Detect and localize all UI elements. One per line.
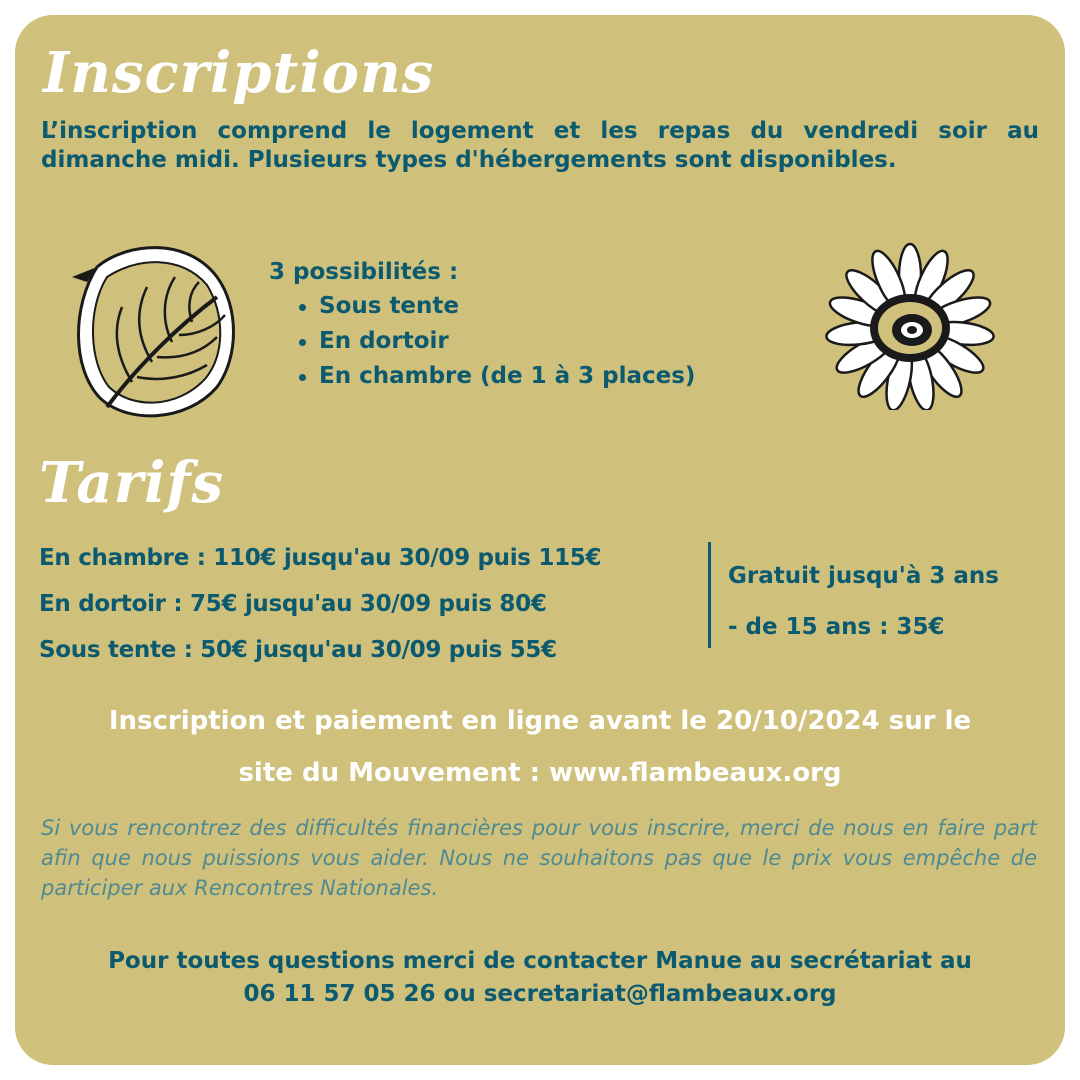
inscriptions-intro: L’inscription comprend le logement et les repas du vendredi soir au dimanche midi. Plusieurs types d'hébergements sont disponibles. <box>41 118 1039 173</box>
info-card <box>15 15 1065 1065</box>
inscriptions-heading: Inscriptions <box>43 40 435 106</box>
online-line-2: site du Mouvement : www.flambeaux.org <box>238 758 842 788</box>
possibilities-block <box>269 255 695 394</box>
sunflower-illustration-icon <box>820 240 1000 410</box>
price-row-dortoir: En dortoir : 75€ jusqu'au 30/09 puis 80€ <box>39 591 547 617</box>
contact-line-2: 06 11 57 05 26 ou secretariat@flambeaux.org <box>243 981 837 1007</box>
list-item: En dortoir <box>319 324 695 359</box>
possibilities-title: 3 possibilités : <box>269 259 459 285</box>
online-registration <box>55 695 1025 799</box>
online-line-1: Inscription et paiement en ligne avant le 20/10/2024 sur le <box>108 706 972 736</box>
price-row-tente: Sous tente : 50€ jusqu'au 30/09 puis 55€ <box>39 637 557 663</box>
leaf-illustration-icon <box>67 237 247 427</box>
contact-info <box>45 945 1035 1011</box>
price-row-chambre: En chambre : 110€ jusqu'au 30/09 puis 115€ <box>39 545 602 571</box>
divider <box>708 542 711 648</box>
list-item: Sous tente <box>319 289 695 324</box>
tarifs-heading: Tarifs <box>39 450 224 516</box>
price-under-15: - de 15 ans : 35€ <box>728 614 945 640</box>
prices-list <box>39 535 601 673</box>
financial-note: Si vous rencontrez des difficultés financières pour vous inscrire, merci de nous en faire part afin que nous puissions vous aider. Nous ne souhaitons pas que le prix vous empêche de participer aux Rencontres Nationales. <box>41 816 1037 900</box>
possibilities-list <box>269 289 695 394</box>
list-item: En chambre (de 1 à 3 places) <box>319 359 695 394</box>
price-free-under-3: Gratuit jusqu'à 3 ans <box>728 563 999 589</box>
contact-line-1: Pour toutes questions merci de contacter Manue au secrétariat au <box>108 948 972 974</box>
extra-prices <box>728 551 999 653</box>
